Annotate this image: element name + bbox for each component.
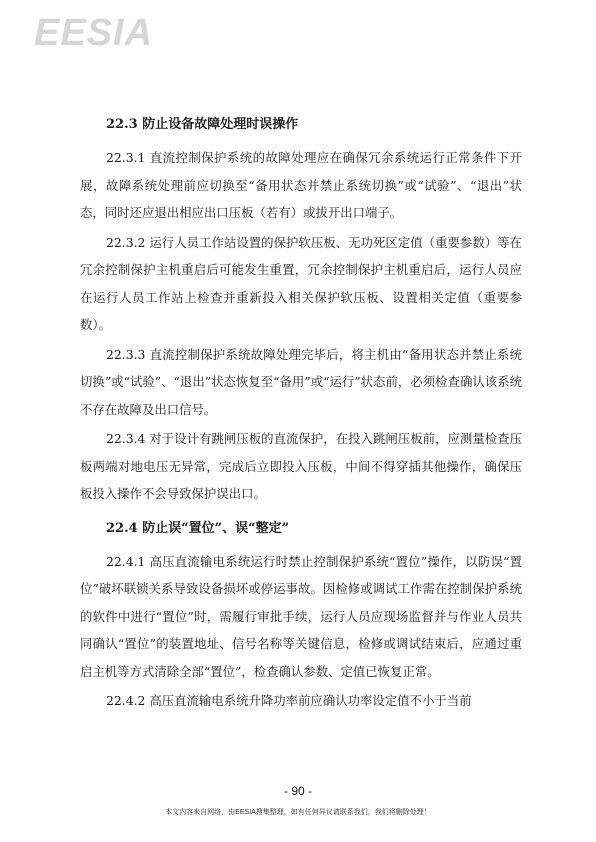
eesia-logo: EESIA xyxy=(34,12,154,54)
paragraph-22-3-4: 22.3.4 对于设计有跳闸压板的直流保护，在投入跳闸压板前，应测量检查压板两端对地电压无异常，完成后立即投入压板，中间不得穿插其他操作，确保压板投入操作不会导致保护误出口。 xyxy=(80,431,522,501)
section-heading-22-4: 22.4 防止误“置位”、误“整定” xyxy=(106,520,290,536)
document-body xyxy=(80,106,522,717)
page-number: - 90 - xyxy=(283,784,312,798)
paragraph-22-3-2: 22.3.2 运行人员工作站设置的保护软压板、无功死区定值（重要参数）等在冗余控制保护主机重启后可能发生重置，冗余控制保护主机重启后，运行人员应在运行人员工作站上检查并重新投入相关保护软压板、设置相关定值（重要参数）。 xyxy=(80,234,522,332)
paragraph-22-4-2: 22.4.2 高压直流输电系统升降功率前应确认功率设定值不小于当前 xyxy=(106,693,472,708)
section-heading-22-3: 22.3 防止设备故障处理时误操作 xyxy=(106,117,299,132)
footer-disclaimer: 本文内容来自网络，由EESIA搜集整理，如有任何异议请联系我们，我们将删除处理！ xyxy=(165,809,431,816)
paragraph-22-3-3: 22.3.3 直流控制保护系统故障处理完毕后，将主机由“备用状态并禁止系统切换”或“试验”、“退出”状态恢复至“备用”或“运行”状态前，必须检查确认该系统不存在故障及出口信号。 xyxy=(80,346,522,417)
paragraph-22-4-1: 22.4.1 高压直流输电系统运行时禁止控制保护系统“置位”操作，以防误“置位”破坏联锁关系导致设备损坏或停运事故。因检修或调试工作需在控制保护系统的软件中进行“置位”时，需履行审批手续，运行人员应现场监督并与作业人员共同确认“置位”的装置地址、信号名称等关键信息，检修或调试结束后，应通过重启主机等方式清除全部“置位”，检查确认参数、定值已恢复正常。 xyxy=(80,553,522,679)
paragraph-22-3-1: 22.3.1 直流控制保护系统的故障处理应在确保冗余系统运行正常条件下开展，故障系统处理前应切换至“备用状态并禁止系统切换”或“试验”、“退出”状态，同时还应退出相应出口压板（若有）或拔开出口端子。 xyxy=(80,150,522,220)
